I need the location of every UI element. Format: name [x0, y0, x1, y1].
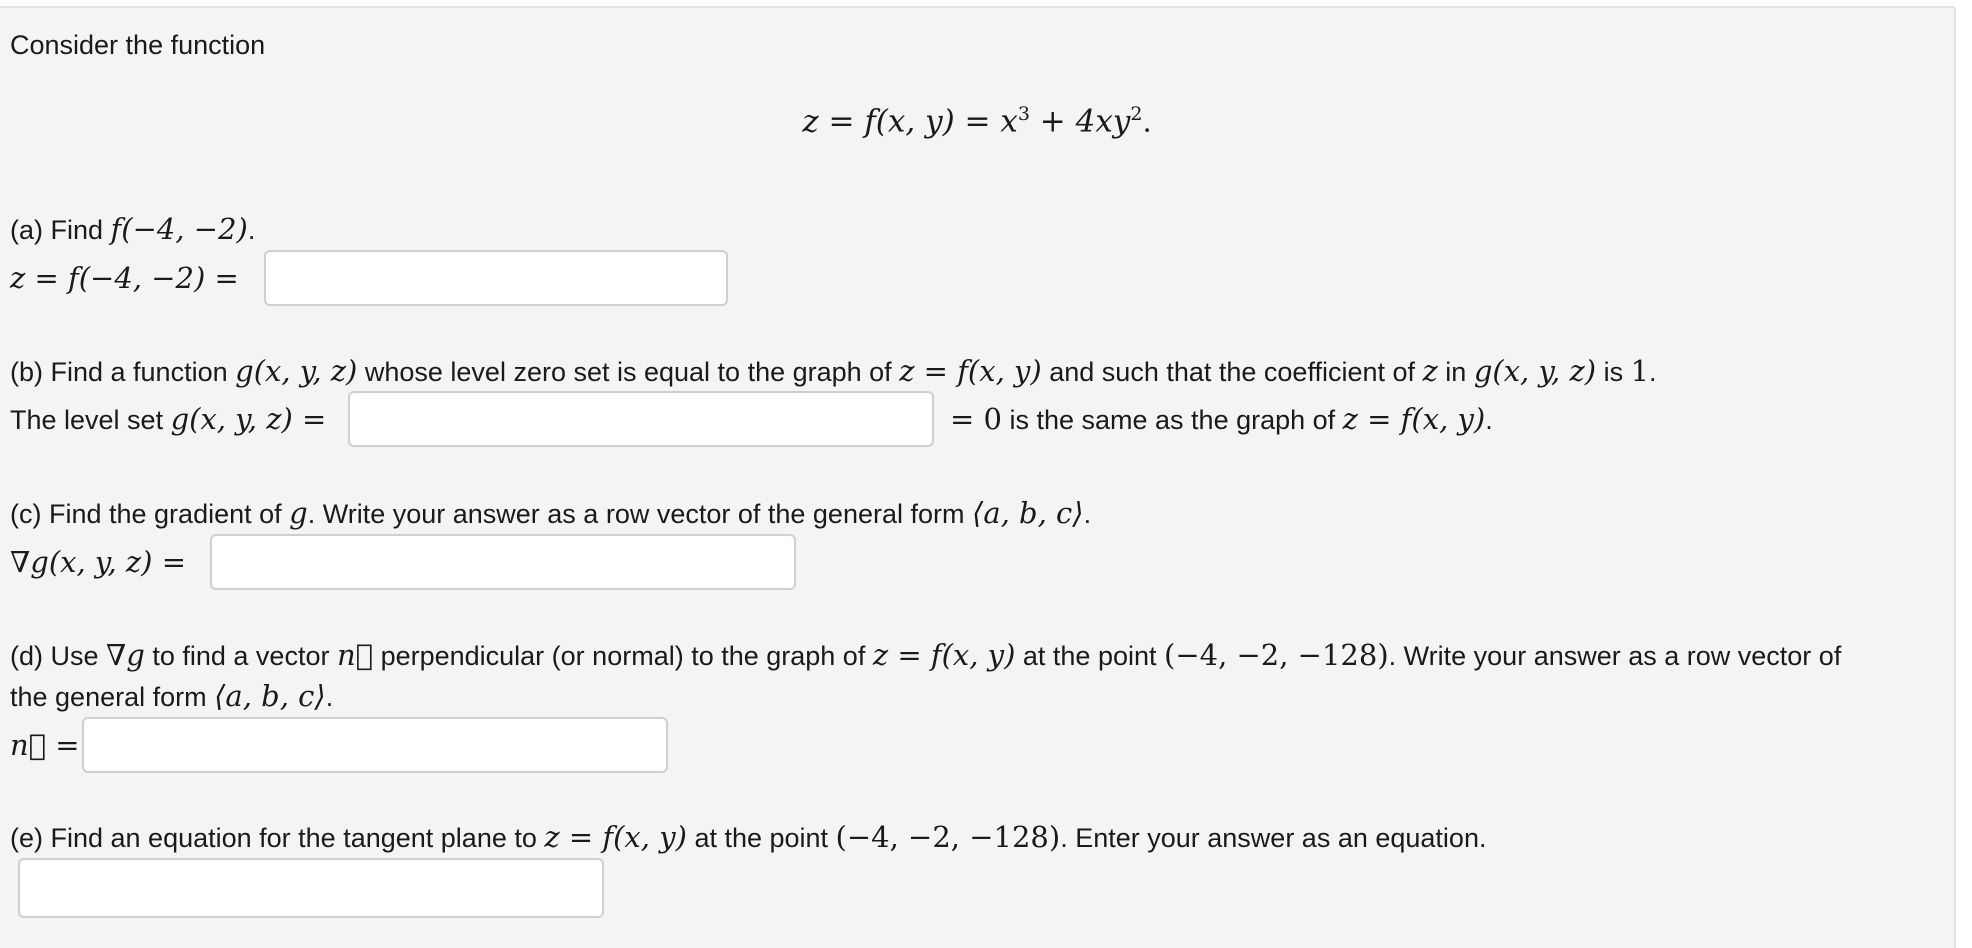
part-b-after-text: is the same as the graph of: [1001, 405, 1343, 435]
part-e-prompt: [10, 820, 1486, 855]
part-d-t4: at the point: [1015, 641, 1164, 671]
part-b-m3: z: [1422, 354, 1438, 388]
part-b-m2: z = f(x, y): [899, 354, 1042, 388]
part-b-t6: .: [1649, 357, 1657, 387]
part-d-l2-text: the general form: [10, 682, 215, 712]
part-b-label-text: The level set: [10, 405, 171, 435]
part-b-m4: g(x, y, z): [1473, 354, 1597, 388]
part-d-m3: z = f(x, y): [872, 638, 1016, 672]
part-c-t2: . Write your answer as a row vector of the general form: [307, 499, 972, 529]
part-a-prompt: [10, 212, 255, 247]
part-a-end: .: [247, 215, 256, 245]
part-e-t1: (e) Find an equation for the tangent plane to: [10, 823, 545, 853]
part-d-label: [10, 728, 80, 762]
part-b-answer-input[interactable]: [348, 391, 934, 447]
formula-exp2: 2: [1130, 103, 1143, 125]
part-d-t3: perpendicular (or normal) to the graph of: [373, 641, 873, 671]
formula-end: .: [1142, 104, 1152, 139]
part-a-text: (a) Find: [10, 215, 111, 245]
part-d-prompt: [10, 638, 1841, 673]
part-c-m2: ⟨a, b, c⟩: [972, 496, 1084, 530]
part-a-label: [10, 261, 239, 295]
part-b-after-math: z = f(x, y): [1342, 402, 1486, 436]
part-b-prompt: [10, 354, 1657, 389]
formula-exp3: 3: [1017, 103, 1030, 125]
part-d-t5: . Write your answer as a row vector of: [1388, 641, 1842, 671]
part-a-math: f(−4, −2): [110, 212, 248, 246]
intro-text: [10, 28, 265, 62]
part-b-m5: 1: [1630, 354, 1650, 388]
part-d-l2-end: .: [325, 682, 334, 712]
part-d-t1: (d) Use: [10, 641, 107, 671]
part-d-m4: (−4, −2, −128): [1164, 638, 1389, 672]
part-d-m1: ∇g: [106, 638, 145, 672]
formula-mid: + 4xy: [1029, 103, 1131, 140]
formula-lhs: z = f(x, y) = x: [802, 103, 1018, 140]
part-e-t2: at the point: [686, 823, 836, 853]
part-e-m2: (−4, −2, −128): [835, 820, 1061, 854]
part-b-m1: g(x, y, z): [235, 354, 358, 388]
part-b-after-end: .: [1485, 405, 1493, 435]
part-c-t3: .: [1083, 499, 1092, 529]
part-c-m1: g: [289, 496, 308, 530]
function-formula: [0, 94, 1954, 141]
part-b-label-math: g(x, y, z) =: [170, 402, 327, 436]
problem-panel: [0, 6, 1956, 948]
part-b-after: [950, 402, 1493, 437]
part-b-t2: whose level zero set is equal to the graph of: [357, 357, 900, 387]
part-e-answer-input[interactable]: [18, 858, 604, 918]
part-b-t3: and such that the coefficient of: [1041, 357, 1423, 387]
part-d-prompt-line2: [10, 679, 333, 714]
part-c-label-math: ∇g(x, y, z) =: [10, 545, 186, 579]
part-b-t1: (b) Find a function: [10, 357, 236, 387]
part-a-label-math: z = f(−4, −2) =: [10, 261, 239, 295]
part-d-answer-input[interactable]: [82, 717, 668, 773]
part-c-label: [10, 545, 186, 579]
part-b-equals-zero: = 0: [950, 402, 1002, 436]
part-d-l2-math: ⟨a, b, c⟩: [214, 679, 326, 713]
part-c-answer-input[interactable]: [210, 534, 796, 590]
part-b-t5: is: [1596, 357, 1631, 387]
part-e-m1: z = f(x, y): [544, 820, 687, 854]
part-e-t3: . Enter your answer as an equation.: [1060, 823, 1487, 853]
part-c-t1: (c) Find the gradient of: [10, 499, 290, 529]
intro-label: Consider the function: [10, 30, 266, 60]
part-b-t4: in: [1437, 357, 1474, 387]
part-a-answer-input[interactable]: [264, 250, 728, 306]
part-d-m2: n⃗: [336, 638, 374, 672]
part-b-label: [10, 402, 326, 437]
part-d-t2: to find a vector: [144, 641, 337, 671]
part-d-label-math: n⃗ =: [10, 728, 80, 762]
part-c-prompt: [10, 496, 1091, 531]
